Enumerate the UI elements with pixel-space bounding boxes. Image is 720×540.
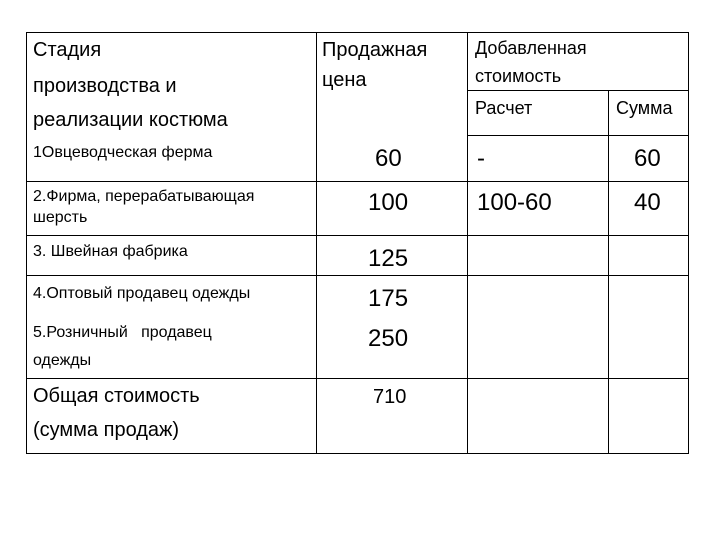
header-value-added-line2: стоимость bbox=[475, 66, 562, 86]
row-divider-2 bbox=[26, 235, 688, 236]
row-3-price: 125 bbox=[368, 245, 409, 272]
row-2-calc: 100-60 bbox=[477, 189, 552, 216]
column-divider-2 bbox=[467, 32, 468, 454]
row-2-stage-line2: шерсть bbox=[33, 209, 88, 226]
row-1-sum: 60 bbox=[634, 145, 661, 172]
row-1-price: 60 bbox=[375, 145, 402, 172]
total-label-line2: (сумма продаж) bbox=[33, 419, 180, 441]
row-2-price: 100 bbox=[368, 189, 409, 216]
row-divider-3 bbox=[26, 275, 688, 276]
row-1-calc: - bbox=[477, 145, 485, 172]
header-price-line1: Продажная bbox=[322, 39, 428, 61]
header-subdivider bbox=[467, 90, 688, 91]
header-stage-line1: Стадия bbox=[33, 39, 102, 61]
header-stage-line3: реализации костюма bbox=[33, 109, 228, 131]
row-4-price: 175 bbox=[368, 285, 409, 312]
row-3-stage: 3. Швейная фабрика bbox=[33, 243, 188, 260]
row-divider-5 bbox=[26, 378, 688, 379]
row-2-stage-line1: 2.Фирма, перерабатывающая bbox=[33, 188, 255, 205]
row-1-stage: 1Овцеводческая ферма bbox=[33, 144, 213, 161]
column-divider-1 bbox=[316, 32, 317, 454]
column-divider-3 bbox=[608, 90, 609, 454]
header-bottom-border bbox=[467, 135, 688, 136]
header-value-added-line1: Добавленная bbox=[475, 38, 587, 58]
table-border-right bbox=[688, 32, 689, 454]
table-border-bottom bbox=[26, 453, 688, 454]
row-5-stage-line2: одежды bbox=[33, 352, 92, 369]
total-label-line1: Общая стоимость bbox=[33, 385, 200, 407]
row-5-price: 250 bbox=[368, 325, 409, 352]
header-sum: Сумма bbox=[616, 98, 673, 118]
table-border-left bbox=[26, 32, 27, 454]
total-price: 710 bbox=[373, 386, 407, 408]
row-2-sum: 40 bbox=[634, 189, 661, 216]
header-price-line2: цена bbox=[322, 69, 367, 91]
header-stage-line2: производства и bbox=[33, 75, 177, 97]
header-calc: Расчет bbox=[475, 98, 533, 118]
row-5-stage-line1: 5.Розничный продавец bbox=[33, 324, 212, 341]
table-border-top bbox=[26, 32, 688, 33]
row-divider-1 bbox=[26, 181, 688, 182]
row-4-stage: 4.Оптовый продавец одежды bbox=[33, 285, 251, 302]
